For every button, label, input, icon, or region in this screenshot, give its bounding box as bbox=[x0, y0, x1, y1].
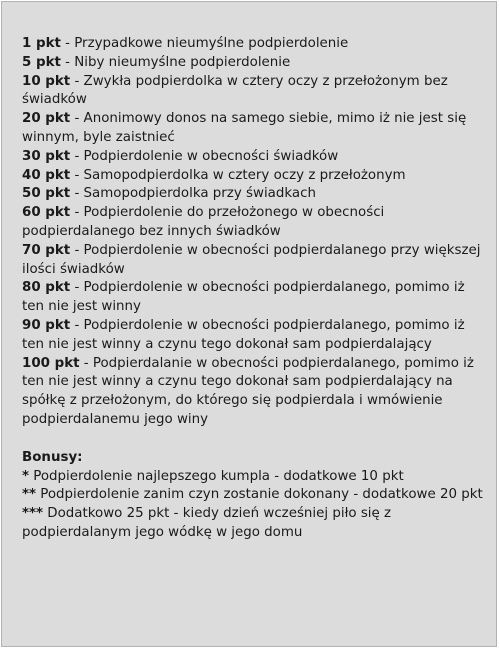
points-label: 10 pkt bbox=[22, 73, 71, 89]
bonus-description: Podpierdolenie zanim czyn zostanie dokonany - dodatkowe 20 pkt bbox=[36, 487, 483, 503]
scoring-list bbox=[22, 35, 484, 543]
points-entry-40 bbox=[22, 167, 484, 186]
points-entry-70 bbox=[22, 242, 484, 280]
points-label: 1 pkt bbox=[22, 36, 61, 51]
points-entry-1 bbox=[22, 35, 484, 54]
points-entry-10 bbox=[22, 73, 484, 111]
points-label: 70 pkt bbox=[22, 242, 71, 258]
points-description: - Samopodpierdolka przy świadkach bbox=[70, 186, 316, 202]
points-description: - Przypadkowe nieumyślne podpierdolenie bbox=[60, 36, 349, 51]
points-label: 50 pkt bbox=[22, 186, 71, 202]
points-description: - Podpierdolenie w obecności podpierdalanego, pomimo iż ten nie jest winny bbox=[22, 280, 465, 315]
points-description: - Podpierdalanie w obecności podpierdalanego, pomimo iż ten nie jest winny a czynu tego dokonał sam podpierdalający na spółkę z przełożonym, do którego się podpierdala i wmówienie podpierdalanemu jego winy bbox=[22, 355, 474, 427]
bonus-description: Podpierdolenie najlepszego kumpla - dodatkowe 10 pkt bbox=[29, 468, 404, 484]
points-entry-20 bbox=[22, 110, 484, 148]
points-label: 100 pkt bbox=[22, 355, 80, 371]
points-entry-30 bbox=[22, 148, 484, 167]
points-label: 5 pkt bbox=[22, 54, 61, 70]
points-label: 80 pkt bbox=[22, 280, 71, 296]
points-label: 30 pkt bbox=[22, 148, 71, 164]
points-entry-90 bbox=[22, 317, 484, 355]
points-description: - Niby nieumyślne podpierdolenie bbox=[60, 54, 291, 70]
text-panel bbox=[1, 1, 497, 647]
points-entry-80 bbox=[22, 279, 484, 317]
points-entry-50 bbox=[22, 185, 484, 204]
bonus-heading: Bonusy: bbox=[22, 449, 83, 465]
bonus-entry-2 bbox=[22, 486, 484, 505]
points-label: 20 pkt bbox=[22, 111, 71, 127]
points-description: - Podpierdolenie w obecności podpierdalanego przy większej ilości świadków bbox=[22, 242, 481, 277]
points-description: - Zwykła podpierdolka w cztery oczy z przełożonym bez świadków bbox=[22, 73, 448, 108]
points-description: - Anonimowy donos na samego siebie, mimo iż nie jest się winnym, byle zaistnieć bbox=[22, 111, 467, 145]
points-entry-60 bbox=[22, 204, 484, 242]
bonus-marker: ** bbox=[22, 487, 37, 503]
points-description: - Podpierdolenie do przełożonego w obecności podpierdalanego bez innych świadków bbox=[22, 205, 385, 239]
points-label: 90 pkt bbox=[22, 317, 71, 333]
bonus-marker: * bbox=[22, 468, 30, 484]
points-description: - Samopodpierdolka w cztery oczy z przełożonym bbox=[70, 167, 406, 183]
points-label: 60 pkt bbox=[22, 205, 71, 221]
bonus-entry-3 bbox=[22, 505, 484, 543]
points-label: 40 pkt bbox=[22, 167, 71, 183]
bonus-description: Dodatkowo 25 pkt - kiedy dzień wcześniej piło się z podpierdalanym jego wódkę w jego domu bbox=[22, 506, 392, 540]
points-entry-100 bbox=[22, 355, 484, 430]
points-description: - Podpierdolenie w obecności podpierdalanego, pomimo iż ten nie jest winny a czynu tego dokonał sam podpierdalający bbox=[22, 317, 465, 352]
points-entry-5 bbox=[22, 54, 484, 73]
bonus-entry-1 bbox=[22, 468, 484, 487]
section-gap bbox=[22, 430, 484, 449]
points-description: - Podpierdolenie w obecności świadków bbox=[70, 148, 339, 164]
bonus-marker: *** bbox=[22, 506, 44, 522]
